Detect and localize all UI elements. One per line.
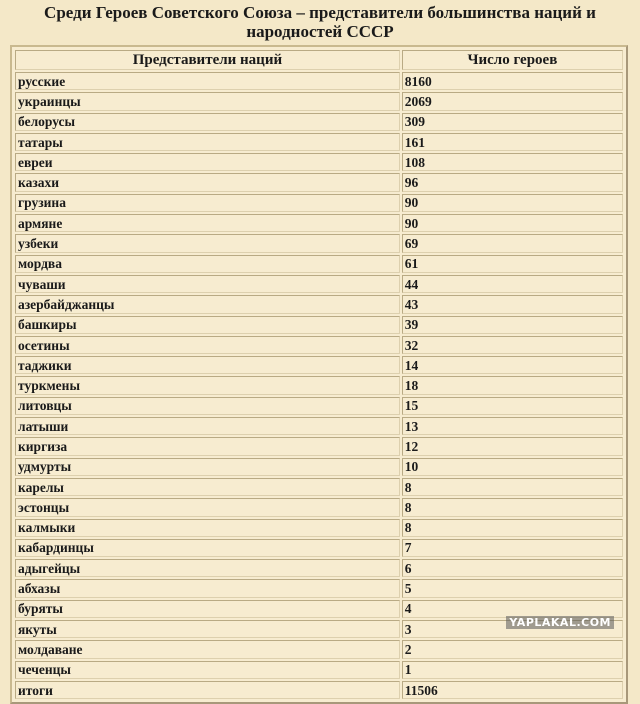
hero-count-cell: 7	[402, 539, 623, 557]
table-row	[15, 295, 623, 313]
table-row	[15, 437, 623, 455]
nation-cell: мордва	[15, 255, 400, 273]
hero-count-cell: 108	[402, 153, 623, 171]
hero-count-cell: 18	[402, 376, 623, 394]
hero-count-cell: 6	[402, 559, 623, 577]
nation-cell: башкиры	[15, 316, 400, 334]
nation-cell: грузина	[15, 194, 400, 212]
table-row	[15, 458, 623, 476]
heroes-table	[13, 48, 625, 701]
nation-cell: карелы	[15, 478, 400, 496]
nation-cell: евреи	[15, 153, 400, 171]
table-row	[15, 478, 623, 496]
nation-cell: литовцы	[15, 397, 400, 415]
table-row	[15, 113, 623, 131]
hero-count-cell: 8	[402, 478, 623, 496]
table-row	[15, 539, 623, 557]
table-row	[15, 133, 623, 151]
hero-count-cell: 13	[402, 417, 623, 435]
hero-count-cell: 8	[402, 519, 623, 537]
table-row	[15, 417, 623, 435]
hero-count-cell: 32	[402, 336, 623, 354]
nation-cell: казахи	[15, 173, 400, 191]
column-header-count: Число героев	[402, 50, 623, 70]
table-row	[15, 559, 623, 577]
nation-cell: латыши	[15, 417, 400, 435]
table-row	[15, 153, 623, 171]
table-row	[15, 234, 623, 252]
nation-cell: чеченцы	[15, 661, 400, 679]
watermark: YAPLAKAL.COM	[506, 616, 614, 629]
table-row	[15, 661, 623, 679]
nation-cell: таджики	[15, 356, 400, 374]
table-row	[15, 194, 623, 212]
hero-count-cell: 44	[402, 275, 623, 293]
nation-cell: якуты	[15, 620, 400, 638]
nation-cell: белорусы	[15, 113, 400, 131]
table-row	[15, 498, 623, 516]
table-total-row	[15, 681, 623, 699]
hero-count-cell: 5	[402, 579, 623, 597]
hero-count-cell: 90	[402, 194, 623, 212]
table-row	[15, 356, 623, 374]
table-row	[15, 275, 623, 293]
hero-count-cell: 15	[402, 397, 623, 415]
nation-cell: итоги	[15, 681, 400, 699]
hero-count-cell: 2069	[402, 92, 623, 110]
hero-count-cell: 309	[402, 113, 623, 131]
hero-count-cell: 161	[402, 133, 623, 151]
hero-count-cell: 4	[402, 600, 623, 618]
table-row	[15, 255, 623, 273]
hero-count-cell: 3	[402, 620, 623, 638]
nation-cell: буряты	[15, 600, 400, 618]
hero-count-cell: 43	[402, 295, 623, 313]
table-row	[15, 519, 623, 537]
table-row	[15, 640, 623, 658]
page-title: Среди Героев Советского Союза – представители большинства наций и народностей СССР	[44, 3, 596, 41]
nation-cell: узбеки	[15, 234, 400, 252]
hero-count-cell: 8160	[402, 72, 623, 90]
table-row	[15, 397, 623, 415]
hero-count-cell: 39	[402, 316, 623, 334]
nation-cell: эстонцы	[15, 498, 400, 516]
hero-count-cell: 96	[402, 173, 623, 191]
hero-count-cell: 90	[402, 214, 623, 232]
hero-count-cell: 12	[402, 437, 623, 455]
hero-count-cell: 14	[402, 356, 623, 374]
nation-cell: абхазы	[15, 579, 400, 597]
nation-cell: молдаване	[15, 640, 400, 658]
nation-cell: калмыки	[15, 519, 400, 537]
table-row	[15, 376, 623, 394]
nation-cell: киргиза	[15, 437, 400, 455]
hero-count-cell: 61	[402, 255, 623, 273]
nation-cell: кабардинцы	[15, 539, 400, 557]
column-header-nation: Представители наций	[15, 50, 400, 70]
nation-cell: азербайджанцы	[15, 295, 400, 313]
table-row	[15, 336, 623, 354]
nation-cell: туркмены	[15, 376, 400, 394]
table-header-row	[15, 50, 623, 70]
heroes-table-frame	[10, 45, 628, 704]
table-body	[15, 72, 623, 699]
nation-cell: татары	[15, 133, 400, 151]
table-row	[15, 92, 623, 110]
hero-count-cell: 1	[402, 661, 623, 679]
table-row	[15, 72, 623, 90]
table-row	[15, 316, 623, 334]
nation-cell: адыгейцы	[15, 559, 400, 577]
hero-count-cell: 69	[402, 234, 623, 252]
table-row	[15, 214, 623, 232]
nation-cell: русские	[15, 72, 400, 90]
hero-count-cell: 8	[402, 498, 623, 516]
nation-cell: украинцы	[15, 92, 400, 110]
nation-cell: осетины	[15, 336, 400, 354]
hero-count-cell: 2	[402, 640, 623, 658]
hero-count-cell: 10	[402, 458, 623, 476]
hero-count-cell: 11506	[402, 681, 623, 699]
table-row	[15, 579, 623, 597]
nation-cell: удмурты	[15, 458, 400, 476]
table-row	[15, 173, 623, 191]
nation-cell: чуваши	[15, 275, 400, 293]
nation-cell: армяне	[15, 214, 400, 232]
